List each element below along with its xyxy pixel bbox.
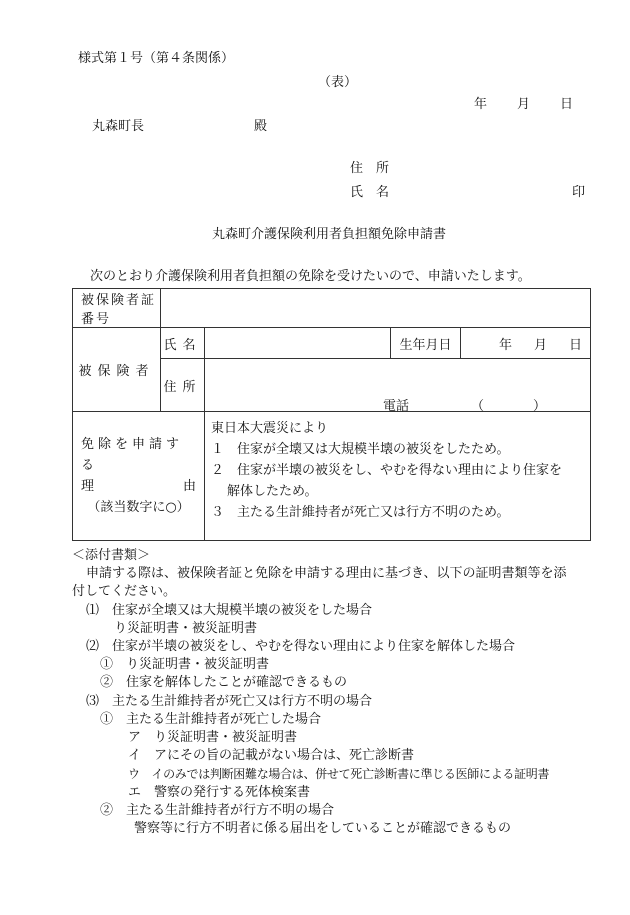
case-3: ⑶ 主たる生計維持者が死亡又は行方不明の場合: [86, 693, 373, 709]
address-field[interactable]: [205, 359, 591, 412]
case-3-item-1: ① 主たる生計維持者が死亡した場合: [100, 711, 322, 727]
dob-month-label: 月: [534, 337, 548, 353]
phone-label: 電話: [383, 399, 410, 414]
case-2-item-1: ① り災証明書・被災証明書: [100, 657, 270, 673]
reason-option-1[interactable]: １ 住家が全壊又は大規模半壊の被災をしたため。: [211, 442, 510, 457]
case-2-item-2: ② 住家を解体したことが確認できるもの: [100, 675, 348, 691]
dob-year-label: 年: [499, 337, 513, 353]
date-month-label: 月: [517, 97, 531, 112]
insured-person-label: 被保険者: [73, 328, 161, 412]
address-label: 住所: [161, 359, 205, 412]
reason-label-ri: 理: [81, 479, 95, 494]
case-3-item-2-doc: 警察等に行方不明者に係る届出をしていることが確認できるもの: [134, 821, 512, 837]
side-label: （表）: [318, 75, 358, 90]
reason-label-yu: 由: [182, 479, 196, 494]
name-label: 氏名: [161, 328, 205, 359]
seal-mark: 印: [572, 185, 586, 200]
insured-number-label: 被保険者証番号: [73, 289, 161, 328]
case-1-doc: り災証明書・被災証明書: [114, 620, 258, 636]
phone-line: [383, 395, 547, 414]
case-3-item-2: ② 主たる生計維持者が行方不明の場合: [100, 802, 335, 818]
reason-options: [205, 412, 591, 541]
reason-label-line3: （該当数字に○）: [87, 500, 190, 515]
reason-label-line1: 免除を申請する: [81, 437, 184, 473]
dob-label: 生年月日: [391, 328, 461, 359]
insured-number-field[interactable]: [161, 289, 591, 328]
name-field[interactable]: [205, 328, 391, 359]
case-3-item-1-i: イ アにその旨の記載がない場合は、死亡診断書: [128, 748, 415, 764]
dob-field[interactable]: [461, 328, 591, 359]
dob-day-label: 日: [569, 337, 583, 353]
reason-option-2[interactable]: ２ 住家が半壊の被災をし、やむを得ない理由により住家を: [211, 463, 563, 478]
reason-label-line2: [81, 476, 196, 497]
reason-option-2-cont: 解体したため。: [227, 484, 318, 499]
reason-intro: 東日本大震災により: [211, 421, 329, 436]
document-title: 丸森町介護保険利用者負担額免除申請書: [212, 227, 447, 242]
application-table: [72, 288, 591, 541]
applicant-name-label: 氏 名: [350, 185, 390, 200]
reason-label: [73, 412, 205, 541]
case-3-item-1-e: エ 警察の発行する死体検案書: [128, 784, 311, 800]
form-number: 様式第１号（第４条関係）: [78, 51, 235, 66]
recipient: 丸森町長: [92, 119, 145, 134]
attachments-desc-1: 申請する際は、被保険者証と免除を申請する理由に基づき、以下の証明書類等を添: [86, 566, 567, 582]
case-2: ⑵ 住家が半壊の被災をし、やむを得ない理由により住家を解体した場合: [86, 639, 516, 655]
attachments-heading: ＜添付書類＞: [72, 548, 151, 563]
date-year-label: 年: [474, 97, 488, 112]
phone-open-paren: （: [471, 399, 485, 414]
applicant-address-label: 住 所: [350, 161, 390, 176]
honorific: 殿: [254, 119, 268, 134]
phone-close-paren: ）: [533, 399, 547, 414]
case-3-item-1-a: ア り災証明書・被災証明書: [128, 730, 298, 746]
reason-option-3[interactable]: ３ 主たる生計維持者が死亡又は行方不明のため。: [211, 505, 510, 520]
intro-text: 次のとおり介護保険利用者負担額の免除を受けたいので、申請いたします。: [90, 269, 531, 284]
case-1: ⑴ 住家が全壊又は大規模半壊の被災をした場合: [86, 602, 373, 618]
attachments-section: [72, 547, 602, 838]
date-day-label: 日: [560, 97, 574, 112]
date-line: [474, 98, 573, 111]
case-3-item-1-u: ウ イのみでは判断困難な場合は、併せて死亡診断書に準じる医師による証明書: [128, 767, 550, 782]
attachments-desc-2: 付してください。: [72, 584, 177, 600]
